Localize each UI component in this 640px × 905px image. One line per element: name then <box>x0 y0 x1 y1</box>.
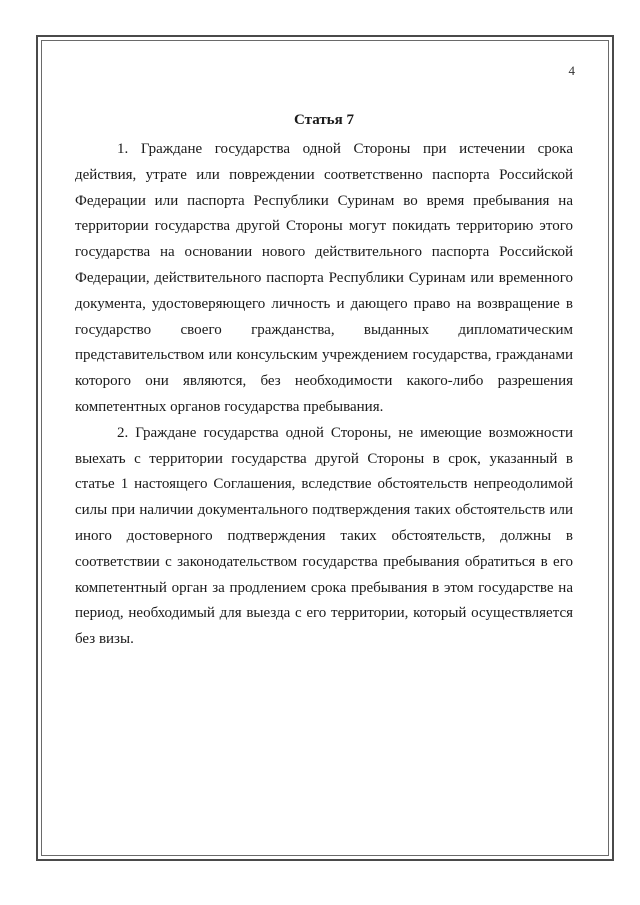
paragraph-1: 1. Граждане государства одной Стороны при истечении срока действия, утрате или повреждении соответственно паспорта Российской Федерации или паспорта Республики Суринам во время пребывания на территории государства другой Стороны могут покидать территорию этого государства на основании нового действительного паспорта Российской Федерации, действительного паспорта Республики Суринам или временного документа, удостоверяющего личность и дающего право на возвращение в государство своего гражданства, выданных дипломатическим представительством или консульским учреждением государства, гражданами которого они являются, без необходимости какого-либо разрешения компетентных органов государства пребывания. <box>75 141 573 415</box>
page-number: 4 <box>568 63 575 78</box>
document-body <box>75 112 573 653</box>
paragraph-2: 2. Граждане государства одной Стороны, не имеющие возможности выехать с территории государства другой Стороны в срок, указанный в статье 1 настоящего Соглашения, вследствие обстоятельств непреодолимой силы при наличии документального подтверждения таких обстоятельств или иного достоверного подтверждения таких обстоятельств, должны в соответствии с законодательством государства пребывания обратиться в его компетентный орган за продлением срока пребывания в этом государстве на период, необходимый для выезда с его территории, который осуществляется без визы. <box>75 424 573 648</box>
article-title: Статья 7 <box>294 112 354 128</box>
